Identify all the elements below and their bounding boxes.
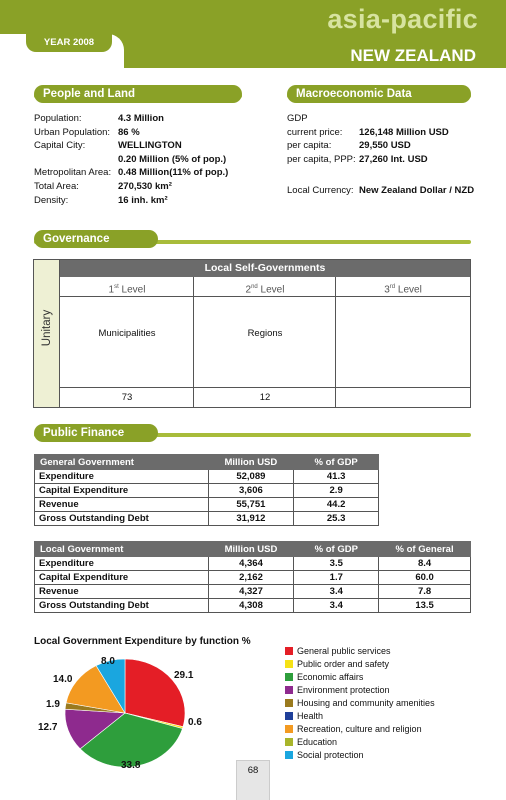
column-header: General Government (35, 455, 209, 470)
cell-value: 3.4 (294, 585, 379, 599)
currency-label: Local Currency: (287, 185, 354, 196)
column-header: % of GDP (294, 455, 379, 470)
people-label: Total Area: (34, 181, 79, 192)
legend-swatch (285, 647, 293, 655)
row-label: Capital Expenditure (35, 571, 209, 585)
people-land-list (34, 112, 274, 212)
column-header: Million USD (208, 455, 294, 470)
table-row (35, 585, 471, 599)
legend-item: Health (285, 711, 485, 723)
legend-item: Social protection (285, 750, 485, 762)
people-value: 4.3 Million (118, 113, 164, 124)
macro-gdp-label: GDP (287, 113, 308, 124)
legend-swatch (285, 673, 293, 681)
table-row (35, 484, 379, 498)
cell-value: 3.5 (294, 557, 379, 571)
governance-type: Unitary (41, 309, 53, 347)
macro-value: 126,148 Million USD (359, 126, 449, 138)
column-header: Local Government (35, 542, 209, 557)
legend-item: Education (285, 737, 485, 749)
local-government-table (34, 541, 471, 613)
section-title-people: People and Land (34, 85, 242, 103)
cell-value: 2,162 (208, 571, 294, 585)
table-row (35, 599, 471, 613)
governance-header: Local Self-Governments (60, 260, 470, 277)
slice-label-social-protection: 8.0 (101, 656, 115, 667)
people-label: Population: (34, 113, 82, 124)
macro-label: current price: (287, 126, 343, 138)
governance-type-cell (34, 260, 60, 407)
macro-label: per capita: (287, 140, 332, 152)
legend-item: Recreation, culture and religion (285, 724, 485, 736)
level-2-name: Regions (247, 328, 283, 339)
level-1-header: 1st Level (60, 277, 194, 297)
legend-swatch (285, 699, 293, 707)
macro-label: per capita, PPP: (287, 153, 356, 165)
legend-item: Housing and community amenities (285, 698, 485, 710)
table-row (35, 557, 471, 571)
cell-value: 55,751 (208, 498, 294, 512)
people-value: 16 inh. km² (118, 194, 168, 206)
governance-table (33, 259, 471, 408)
level-1-count: 73 (121, 392, 133, 403)
legend-item: Public order and safety (285, 659, 485, 671)
table-row (35, 512, 379, 526)
people-value: 0.20 Million (5% of pop.) (118, 153, 227, 165)
row-label: Gross Outstanding Debt (35, 512, 209, 526)
governance-count-divider (60, 387, 470, 388)
cell-value: 41.3 (294, 470, 379, 484)
legend-swatch (285, 686, 293, 694)
cell-value: 2.9 (294, 484, 379, 498)
legend-swatch (285, 712, 293, 720)
section-title-governance: Governance (34, 230, 158, 248)
cell-value: 1.7 (294, 571, 379, 585)
people-label: Urban Population: (34, 126, 111, 138)
section-title-macro: Macroeconomic Data (287, 85, 471, 103)
legend-item: Economic affairs (285, 672, 485, 684)
legend-swatch (285, 660, 293, 668)
slice-label-general-public-services: 29.1 (174, 670, 194, 681)
table-row (35, 571, 471, 585)
legend-swatch (285, 725, 293, 733)
people-value: WELLINGTON (118, 140, 182, 152)
region-title: asia-pacific (327, 4, 478, 34)
general-government-table (34, 454, 379, 526)
slice-label-recreation: 14.0 (53, 674, 73, 685)
slice-label-environment: 12.7 (38, 722, 58, 733)
level-2-header: 2nd Level (194, 277, 336, 297)
page-number: 68 (236, 760, 270, 800)
table-row (35, 498, 379, 512)
people-value: 270,530 km² (118, 181, 172, 192)
slice-label-public-order: 0.6 (188, 717, 202, 728)
legend-swatch (285, 738, 293, 746)
cell-value: 3.4 (294, 599, 379, 613)
people-label: Metropolitan Area: (34, 167, 112, 179)
people-label: Density: (34, 194, 69, 206)
year-badge: YEAR 2008 (26, 34, 112, 52)
level-3-header: 3rd Level (336, 277, 470, 297)
cell-value: 31,912 (208, 512, 294, 526)
slice-label-housing: 1.9 (46, 699, 60, 710)
cell-value: 8.4 (379, 557, 471, 571)
cell-value: 4,364 (208, 557, 294, 571)
row-label: Capital Expenditure (35, 484, 209, 498)
cell-value: 13.5 (379, 599, 471, 613)
column-header: % of General (379, 542, 471, 557)
table-header-row (35, 542, 471, 557)
column-header: Million USD (208, 542, 294, 557)
cell-value: 25.3 (294, 512, 379, 526)
cell-value: 60.0 (379, 571, 471, 585)
macro-list (287, 112, 497, 212)
macro-value: 27,260 Int. USD (359, 153, 428, 165)
column-header: % of GDP (294, 542, 379, 557)
row-label: Revenue (35, 498, 209, 512)
legend-item: General public services (285, 646, 485, 658)
row-label: Expenditure (35, 470, 209, 484)
section-title-finance: Public Finance (34, 424, 158, 442)
table-row (35, 470, 379, 484)
cell-value: 7.8 (379, 585, 471, 599)
people-label: Capital City: (34, 140, 86, 152)
chart-title: Local Government Expenditure by function % (34, 636, 251, 647)
pie-chart (60, 653, 190, 773)
country-title: NEW ZEALAND (350, 46, 476, 65)
table-header-row (35, 455, 379, 470)
slice-label-economic-affairs: 33.8 (121, 760, 141, 771)
macro-value: 29,550 USD (359, 140, 411, 152)
cell-value: 44.2 (294, 498, 379, 512)
cell-value: 52,089 (208, 470, 294, 484)
level-1-name: Municipalities (98, 328, 156, 339)
legend-swatch (285, 751, 293, 759)
legend-item: Environment protection (285, 685, 485, 697)
cell-value: 4,308 (208, 599, 294, 613)
currency-value: New Zealand Dollar / NZD (359, 185, 475, 196)
cell-value: 4,327 (208, 585, 294, 599)
people-value: 0.48 Million(11% of pop.) (118, 167, 229, 179)
row-label: Gross Outstanding Debt (35, 599, 209, 613)
cell-value: 3,606 (208, 484, 294, 498)
people-value: 86 % (118, 126, 140, 138)
row-label: Expenditure (35, 557, 209, 571)
row-label: Revenue (35, 585, 209, 599)
level-2-count: 12 (259, 392, 271, 403)
